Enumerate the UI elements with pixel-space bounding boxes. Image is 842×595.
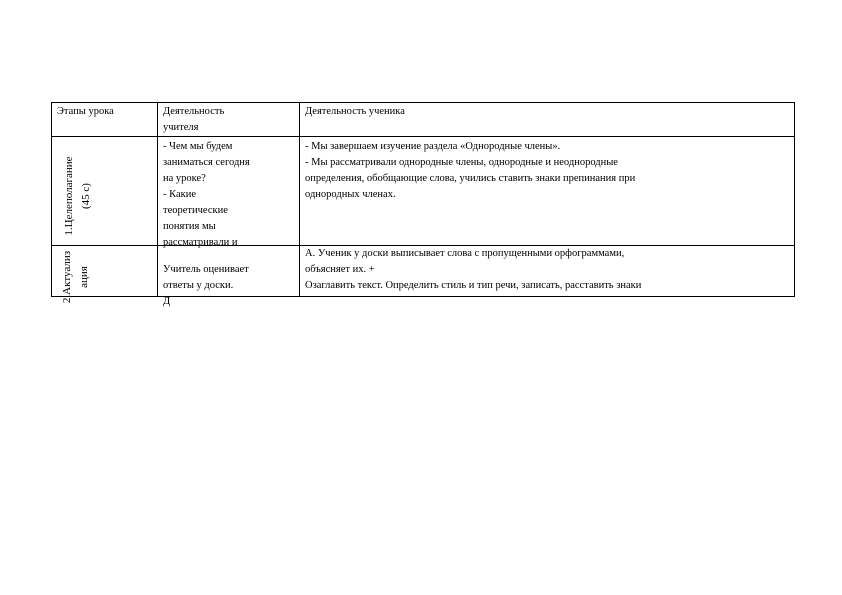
header-stages-text: Этапы урока — [57, 106, 114, 117]
stage-label-actualization — [59, 226, 93, 328]
table-header-row — [52, 103, 795, 137]
lesson-table — [51, 102, 795, 307]
table-row-goal-setting — [52, 137, 795, 246]
teacher-goal-line: заниматься сегодня — [163, 157, 250, 168]
student-goal-line: определения, обобщающие слова, учились ставить знаки препинания при — [305, 173, 636, 184]
teacher-goal-line: - Какие — [163, 189, 197, 200]
student-act-line: Озаглавить текст. Определить стиль и тип речи, записать, расставить знаки — [305, 280, 642, 291]
student-goal-line: - Мы завершаем изучение раздела «Однородные члены». — [305, 141, 561, 152]
student-goal-line: однородных членах. — [305, 189, 396, 200]
teacher-act-line: ответы у доски. — [163, 280, 234, 291]
header-teacher-line1: Деятельность — [163, 106, 225, 117]
header-student-text: Деятельность ученика — [305, 106, 405, 117]
student-cell-actualization — [300, 246, 795, 297]
teacher-goal-line: теоретические — [163, 205, 228, 216]
header-stages — [52, 103, 158, 137]
stage-cell-actualization — [52, 246, 158, 304]
student-goal-line: - Мы рассматривали однородные члены, однородные и неоднородные — [305, 157, 618, 168]
stage-goal-line1: 1.Целеполагание — [63, 156, 75, 236]
student-act-line: А. Ученик у доски выписывает слова с пропущенными орфограммами, — [305, 248, 625, 259]
teacher-goal-line: на уроке? — [163, 173, 206, 184]
student-act-line: объясняет их. + — [305, 264, 375, 275]
teacher-act-line: Учитель оценивает — [163, 264, 249, 275]
teacher-cell-goal-setting — [158, 137, 300, 246]
header-teacher — [158, 103, 300, 137]
header-teacher-line2: учителя — [163, 122, 199, 133]
table-row-actualization — [52, 246, 795, 297]
teacher-goal-line: - Чем мы будем — [163, 141, 233, 152]
student-cell-goal-setting — [300, 137, 795, 246]
teacher-goal-line: понятия мы — [163, 221, 216, 232]
teacher-cell-actualization — [158, 246, 300, 307]
stage-goal-line2: (45 с) — [80, 183, 92, 209]
stage-act-line2: ация — [78, 266, 90, 288]
teacher-goal-line: рассматривали и — [163, 237, 238, 248]
stage-act-line1: 2.Актуализ — [61, 250, 73, 304]
header-student — [300, 103, 795, 137]
teacher-act-line: Д — [163, 296, 171, 307]
